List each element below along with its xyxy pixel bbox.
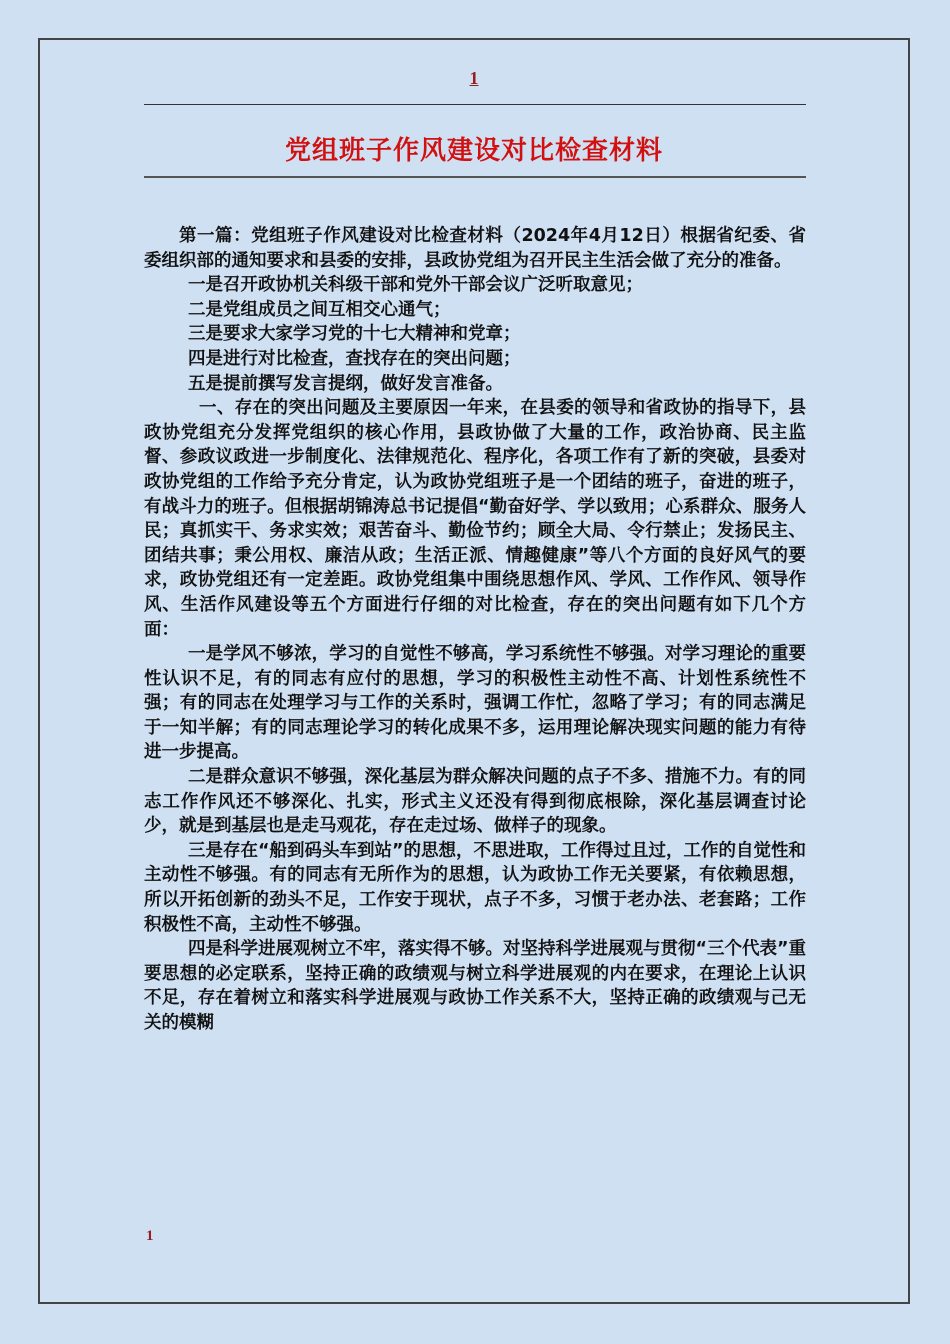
paragraph: 五是提前撰写发言提纲，做好发言准备。	[188, 373, 503, 394]
document-body	[144, 224, 806, 1036]
paragraph: 一是召开政协机关科级干部和党外干部会议广泛听取意见；	[188, 275, 643, 296]
title-divider	[144, 176, 806, 178]
paragraph: 一、存在的突出问题及主要原因一年来，在县委的领导和省政协的指导下，县政协党组充分发挥党组织的核心作用，县政协做了大量的工作，政治协商、民主监督、参政议政进一步制度化、法律规范化、程序化，各项工作有了新的突破，县委对政协党组的工作给予充分肯定，认为政协党组班子是一个团结的班子，奋进的班子，有战斗力的班子。但根据胡锦涛总书记提倡“勤奋好学、学以致用；心系群众、服务人民；真抓实干、务求实效；艰苦奋斗、勤俭节约；顾全大局、令行禁止；发扬民主、团结共事；秉公用权、廉洁从政；生活正派、情趣健康”等八个方面的良好风气的要求，政协党组还有一定差距。政协党组集中围绕思想作风、学风、工作作风、领导作风、生活作风建设等五个方面进行仔细的对比检查，存在的突出问题有如下几个方面：	[144, 398, 806, 640]
paragraph: 一是学风不够浓，学习的自觉性不够高，学习系统性不够强。对学习理论的重要性认识不足，有的同志有应付的思想，学习的积极性主动性不高、计划性系统性不强；有的同志在处理学习与工作的关系时，强调工作忙，忽略了学习；有的同志满足于一知半解；有的同志理论学习的转化成果不多，运用理论解决现实问题的能力有待进一步提高。	[144, 644, 806, 763]
paragraph: 三是要求大家学习党的十七大精神和党章；	[188, 324, 521, 345]
paragraph: 四是进行对比检查，查找存在的突出问题；	[188, 348, 521, 369]
paragraph: 第一篇：党组班子作风建设对比检查材料（2024年4月12日）根据省纪委、省委组织部的通知要求和县委的安排，县政协党组为召开民主生活会做了充分的准备。	[144, 226, 806, 271]
paragraph: 三是存在“船到码头车到站”的思想，不思进取，工作得过且过，工作的自觉性和主动性不够强。有的同志有无所作为的思想，认为政协工作无关要紧，有依赖思想，所以开拓创新的劲头不足，工作安于现状，点子不多，习惯于老办法、老套路；工作积极性不高，主动性不够强。	[144, 840, 807, 935]
header-page-number: 1	[469, 68, 479, 88]
paragraph: 二是群众意识不够强，深化基层为群众解决问题的点子不多、措施不力。有的同志工作作风还不够深化、扎实，形式主义还没有得到彻底根除，深化基层调查讨论少，就是到基层也是走马观花，存在走过场、做样子的现象。	[144, 767, 806, 837]
header-divider	[144, 104, 806, 105]
document-title: 党组班子作风建设对比检查材料	[284, 136, 663, 166]
paragraph: 四是科学进展观树立不牢，落实得不够。对坚持科学进展观与贯彻“三个代表”重要思想的必定联系，坚持正确的政绩观与树立科学进展观的内在要求，在理论上认识不足，存在着树立和落实科学进展观与政协工作关系不大，坚持正确的政绩观与己无关的模糊	[144, 939, 807, 1033]
document-page	[38, 38, 910, 1304]
paragraph: 二是党组成员之间互相交心通气；	[188, 299, 451, 320]
footer-page-number: 1	[146, 1228, 154, 1244]
